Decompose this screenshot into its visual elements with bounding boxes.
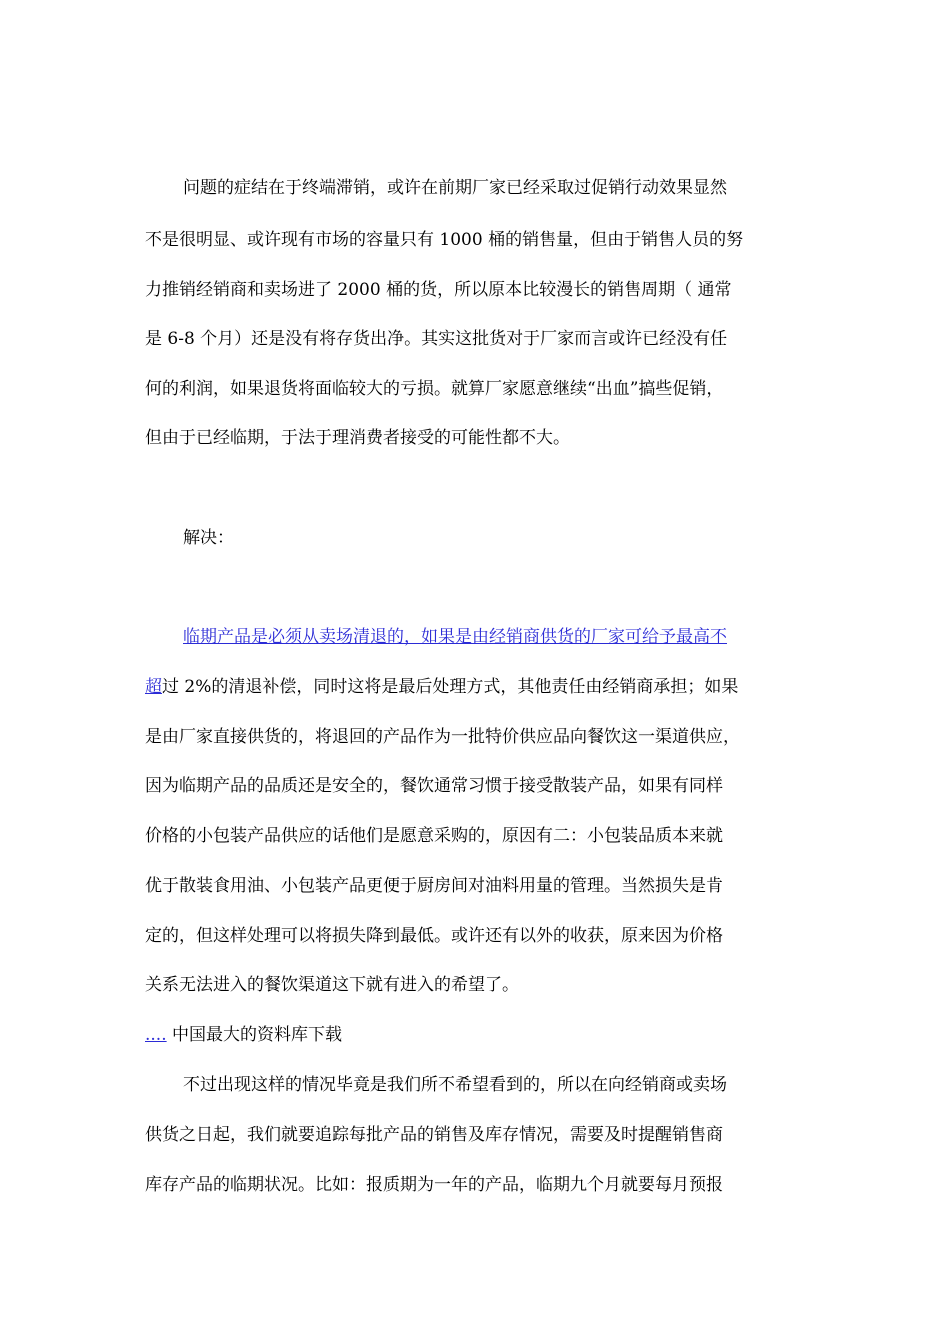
paragraph1-line-6: 但由于已经临期，于法于理消费者接受的可能性都不大。 <box>145 428 570 448</box>
paragraph1-line-2: 不是很明显、或许现有市场的容量只有 1000 桶的销售量，但由于销售人员的努 <box>145 230 744 250</box>
paragraph2-link-part1[interactable]: 临期产品是必须从卖场清退的，如果是由经销商供货的厂家可给予最高不 <box>183 627 727 647</box>
paragraph2-line-3: 是由厂家直接供货的，将退回的产品作为一批特价供应品向餐饮这一渠道供应， <box>145 727 740 747</box>
paragraph1-line-3: 力推销经销商和卖场进了 2000 桶的货，所以原本比较漫长的销售周期（ 通常 <box>145 280 732 300</box>
paragraph2-line-5: 价格的小包装产品供应的话他们是愿意采购的，原因有二：小包装品质本来就 <box>145 826 723 846</box>
paragraph2-line-4: 因为临期产品的品质还是安全的，餐饮通常习惯于接受散装产品，如果有同样 <box>145 776 723 796</box>
paragraph3-line-2: 供货之日起，我们就要追踪每批产品的销售及库存情况，需要及时提醒销售商 <box>145 1125 723 1145</box>
paragraph1-line-4: 是 6-8 个月）还是没有将存货出净。其实这批货对于厂家而言或许已经没有任 <box>145 329 728 349</box>
download-link[interactable]: .... <box>145 1025 167 1045</box>
paragraph2-line-8: 关系无法进入的餐饮渠道这下就有进入的希望了。 <box>145 975 519 995</box>
paragraph1-line-5: 何的利润，如果退货将面临较大的亏损。就算厂家愿意继续“出血”搞些促销， <box>145 379 724 399</box>
download-line <box>145 1024 342 1046</box>
paragraph2-line-6: 优于散装食用油、小包装产品更便于厨房间对油料用量的管理。当然损失是肯 <box>145 876 723 896</box>
paragraph2-line-2 <box>145 676 738 698</box>
paragraph2-line-1 <box>183 626 727 648</box>
download-text: 中国最大的资料库下载 <box>166 1025 343 1045</box>
paragraph3-line-3: 库存产品的临期状况。比如：报质期为一年的产品，临期九个月就要每月预报 <box>145 1175 723 1195</box>
paragraph2-line-7: 定的，但这样处理可以将损失降到最低。或许还有以外的收获，原来因为价格 <box>145 926 723 946</box>
paragraph3-line-1: 不过出现这样的情况毕竟是我们所不希望看到的，所以在向经销商或卖场 <box>183 1075 727 1095</box>
paragraph2-line-2-text: 过 2%的清退补偿，同时这将是最后处理方式，其他责任由经销商承担；如果 <box>162 677 739 697</box>
paragraph2-link-part2[interactable]: 超 <box>145 677 162 697</box>
solution-heading: 解决： <box>183 528 234 548</box>
paragraph1-line-1: 问题的症结在于终端滞销，或许在前期厂家已经采取过促销行动效果显然 <box>183 178 727 198</box>
